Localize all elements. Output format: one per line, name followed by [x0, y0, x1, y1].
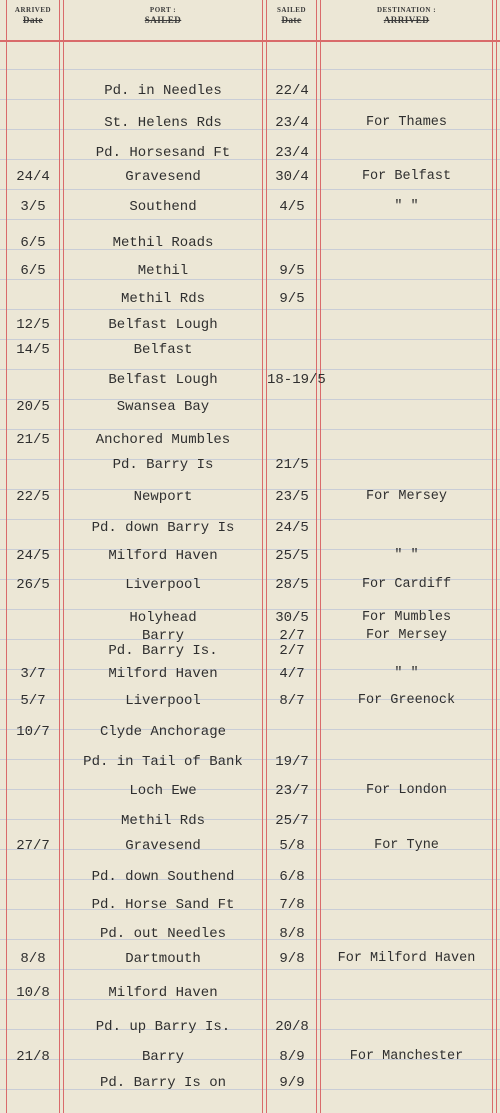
- row-sailed-cell: 28/5: [275, 577, 309, 593]
- row-arrived-cell: 5/7: [20, 693, 46, 709]
- row-arrived-cell: 14/5: [16, 342, 50, 358]
- row-arrived-cell: 6/5: [20, 263, 46, 279]
- row-sailed-cell: 8/9: [279, 1049, 305, 1065]
- row-port-cell: Liverpool: [125, 577, 201, 593]
- row-port-cell: Belfast: [133, 342, 193, 358]
- row-port-cell: Pd. Barry Is.: [108, 643, 218, 659]
- row-sailed-cell: 21/5: [275, 457, 309, 473]
- column-rule: [59, 0, 60, 1113]
- row-sailed-cell: 9/5: [279, 291, 305, 307]
- row-sailed-cell: 24/5: [275, 520, 309, 536]
- header-destination-label: DESTINATION :: [376, 6, 437, 14]
- row-arrived-cell: 3/7: [20, 666, 46, 682]
- row-port-cell: Pd. Barry Is: [112, 457, 214, 473]
- row-destination-cell: For Manchester: [349, 1049, 464, 1064]
- header-port-label: PORT :: [149, 6, 177, 14]
- row-port-cell: Methil Rds: [120, 291, 205, 307]
- row-sailed-cell: 2/7: [279, 643, 305, 659]
- row-port-cell: Methil: [137, 263, 189, 279]
- row-sailed-cell: 23/7: [275, 783, 309, 799]
- row-arrived-cell: 10/7: [16, 724, 50, 740]
- row-arrived-cell: 10/8: [16, 985, 50, 1001]
- row-sailed-cell: 30/5: [275, 610, 309, 626]
- row-port-cell: Southend: [129, 199, 197, 215]
- row-arrived-cell: 24/4: [16, 169, 50, 185]
- row-destination-cell: For Mumbles: [361, 610, 452, 625]
- row-port-cell: Pd. Barry Is on: [99, 1075, 227, 1091]
- row-sailed-cell: 6/8: [279, 869, 305, 885]
- row-port-cell: Newport: [133, 489, 193, 505]
- row-sailed-cell: 23/5: [275, 489, 309, 505]
- row-destination-cell: " ": [394, 199, 419, 214]
- column-rule: [262, 0, 263, 1113]
- row-port-cell: Belfast Lough: [108, 372, 218, 388]
- header-arrived: [7, 6, 59, 25]
- row-port-cell: Milford Haven: [108, 985, 218, 1001]
- row-arrived-cell: 26/5: [16, 577, 50, 593]
- row-arrived-cell: 21/5: [16, 432, 50, 448]
- row-port-cell: Loch Ewe: [129, 783, 197, 799]
- row-port-cell: Gravesend: [125, 838, 201, 854]
- row-port-cell: Pd. Horsesand Ft: [95, 145, 231, 161]
- row-port-cell: Belfast Lough: [108, 317, 218, 333]
- row-port-cell: Pd. in Tail of Bank: [83, 754, 243, 770]
- row-arrived-cell: 22/5: [16, 489, 50, 505]
- header-sailed-struck: Date: [281, 15, 302, 25]
- row-port-cell: Pd. Horse Sand Ft: [91, 897, 235, 913]
- row-destination-cell: " ": [394, 548, 419, 563]
- row-sailed-cell: 25/5: [275, 548, 309, 564]
- row-destination-cell: For Greenock: [357, 693, 456, 708]
- row-sailed-cell: 8/7: [279, 693, 305, 709]
- row-destination-cell: For Cardiff: [361, 577, 452, 592]
- row-sailed-cell: 2/7: [279, 628, 305, 644]
- row-port-cell: Dartmouth: [125, 951, 201, 967]
- row-sailed-cell: 9/5: [279, 263, 305, 279]
- header-port-struck: SAILED: [144, 15, 182, 25]
- row-port-cell: Anchored Mumbles: [95, 432, 231, 448]
- header-arrived-label: ARRIVED: [14, 6, 52, 14]
- row-sailed-cell: 23/4: [275, 115, 309, 131]
- row-port-cell: Gravesend: [125, 169, 201, 185]
- header-destination-struck: ARRIVED: [383, 15, 430, 25]
- row-port-cell: Pd. up Barry Is.: [95, 1019, 231, 1035]
- row-sailed-cell: 30/4: [275, 169, 309, 185]
- header-sailed: [267, 6, 316, 25]
- row-port-cell: Milford Haven: [108, 666, 218, 682]
- header-port: [64, 6, 262, 25]
- row-port-cell: Pd. down Southend: [91, 869, 235, 885]
- row-arrived-cell: 24/5: [16, 548, 50, 564]
- row-destination-cell: For Mersey: [365, 628, 447, 643]
- row-sailed-cell: 8/8: [279, 926, 305, 942]
- row-destination-cell: For Belfast: [361, 169, 452, 184]
- row-port-cell: Methil Rds: [120, 813, 205, 829]
- row-port-cell: Methil Roads: [112, 235, 214, 251]
- row-sailed-cell: 5/8: [279, 838, 305, 854]
- row-arrived-cell: 12/5: [16, 317, 50, 333]
- row-port-cell: Barry: [141, 1049, 184, 1065]
- row-port-cell: Pd. out Needles: [99, 926, 227, 942]
- row-destination-cell: For Tyne: [374, 838, 439, 853]
- row-port-cell: Pd. in Needles: [104, 83, 222, 99]
- header-sailed-label: SAILED: [276, 6, 307, 14]
- row-destination-cell: " ": [394, 666, 419, 681]
- row-sailed-cell: 18-19/5: [267, 372, 326, 388]
- row-port-cell: Clyde Anchorage: [99, 724, 227, 740]
- row-sailed-cell: 22/4: [275, 83, 309, 99]
- row-arrived-cell: 3/5: [20, 199, 46, 215]
- margin-rule-right: [492, 0, 493, 1113]
- row-port-cell: Milford Haven: [108, 548, 218, 564]
- row-destination-cell: For London: [365, 783, 447, 798]
- row-sailed-cell: 9/9: [279, 1075, 305, 1091]
- row-port-cell: Liverpool: [125, 693, 201, 709]
- row-arrived-cell: 21/8: [16, 1049, 50, 1065]
- row-sailed-cell: 4/5: [279, 199, 305, 215]
- header-destination: [321, 6, 492, 25]
- header-arrived-struck: Date: [23, 15, 43, 25]
- row-sailed-cell: 23/4: [275, 145, 309, 161]
- row-sailed-cell: 19/7: [275, 754, 309, 770]
- row-port-cell: Holyhead: [129, 610, 197, 626]
- row-destination-cell: For Thames: [365, 115, 447, 130]
- row-arrived-cell: 8/8: [20, 951, 46, 967]
- row-arrived-cell: 20/5: [16, 399, 50, 415]
- row-sailed-cell: 9/8: [279, 951, 305, 967]
- row-port-cell: Pd. down Barry Is: [91, 520, 235, 536]
- row-arrived-cell: 6/5: [20, 235, 46, 251]
- row-port-cell: St. Helens Rds: [104, 115, 222, 131]
- row-sailed-cell: 4/7: [279, 666, 305, 682]
- row-destination-cell: For Milford Haven: [337, 951, 476, 966]
- row-sailed-cell: 25/7: [275, 813, 309, 829]
- margin-rule-right: [496, 0, 497, 1113]
- row-destination-cell: For Mersey: [365, 489, 447, 504]
- row-arrived-cell: 27/7: [16, 838, 50, 854]
- row-port-cell: Swansea Bay: [116, 399, 210, 415]
- row-port-cell: Barry: [141, 628, 184, 644]
- row-sailed-cell: 7/8: [279, 897, 305, 913]
- row-sailed-cell: 20/8: [275, 1019, 309, 1035]
